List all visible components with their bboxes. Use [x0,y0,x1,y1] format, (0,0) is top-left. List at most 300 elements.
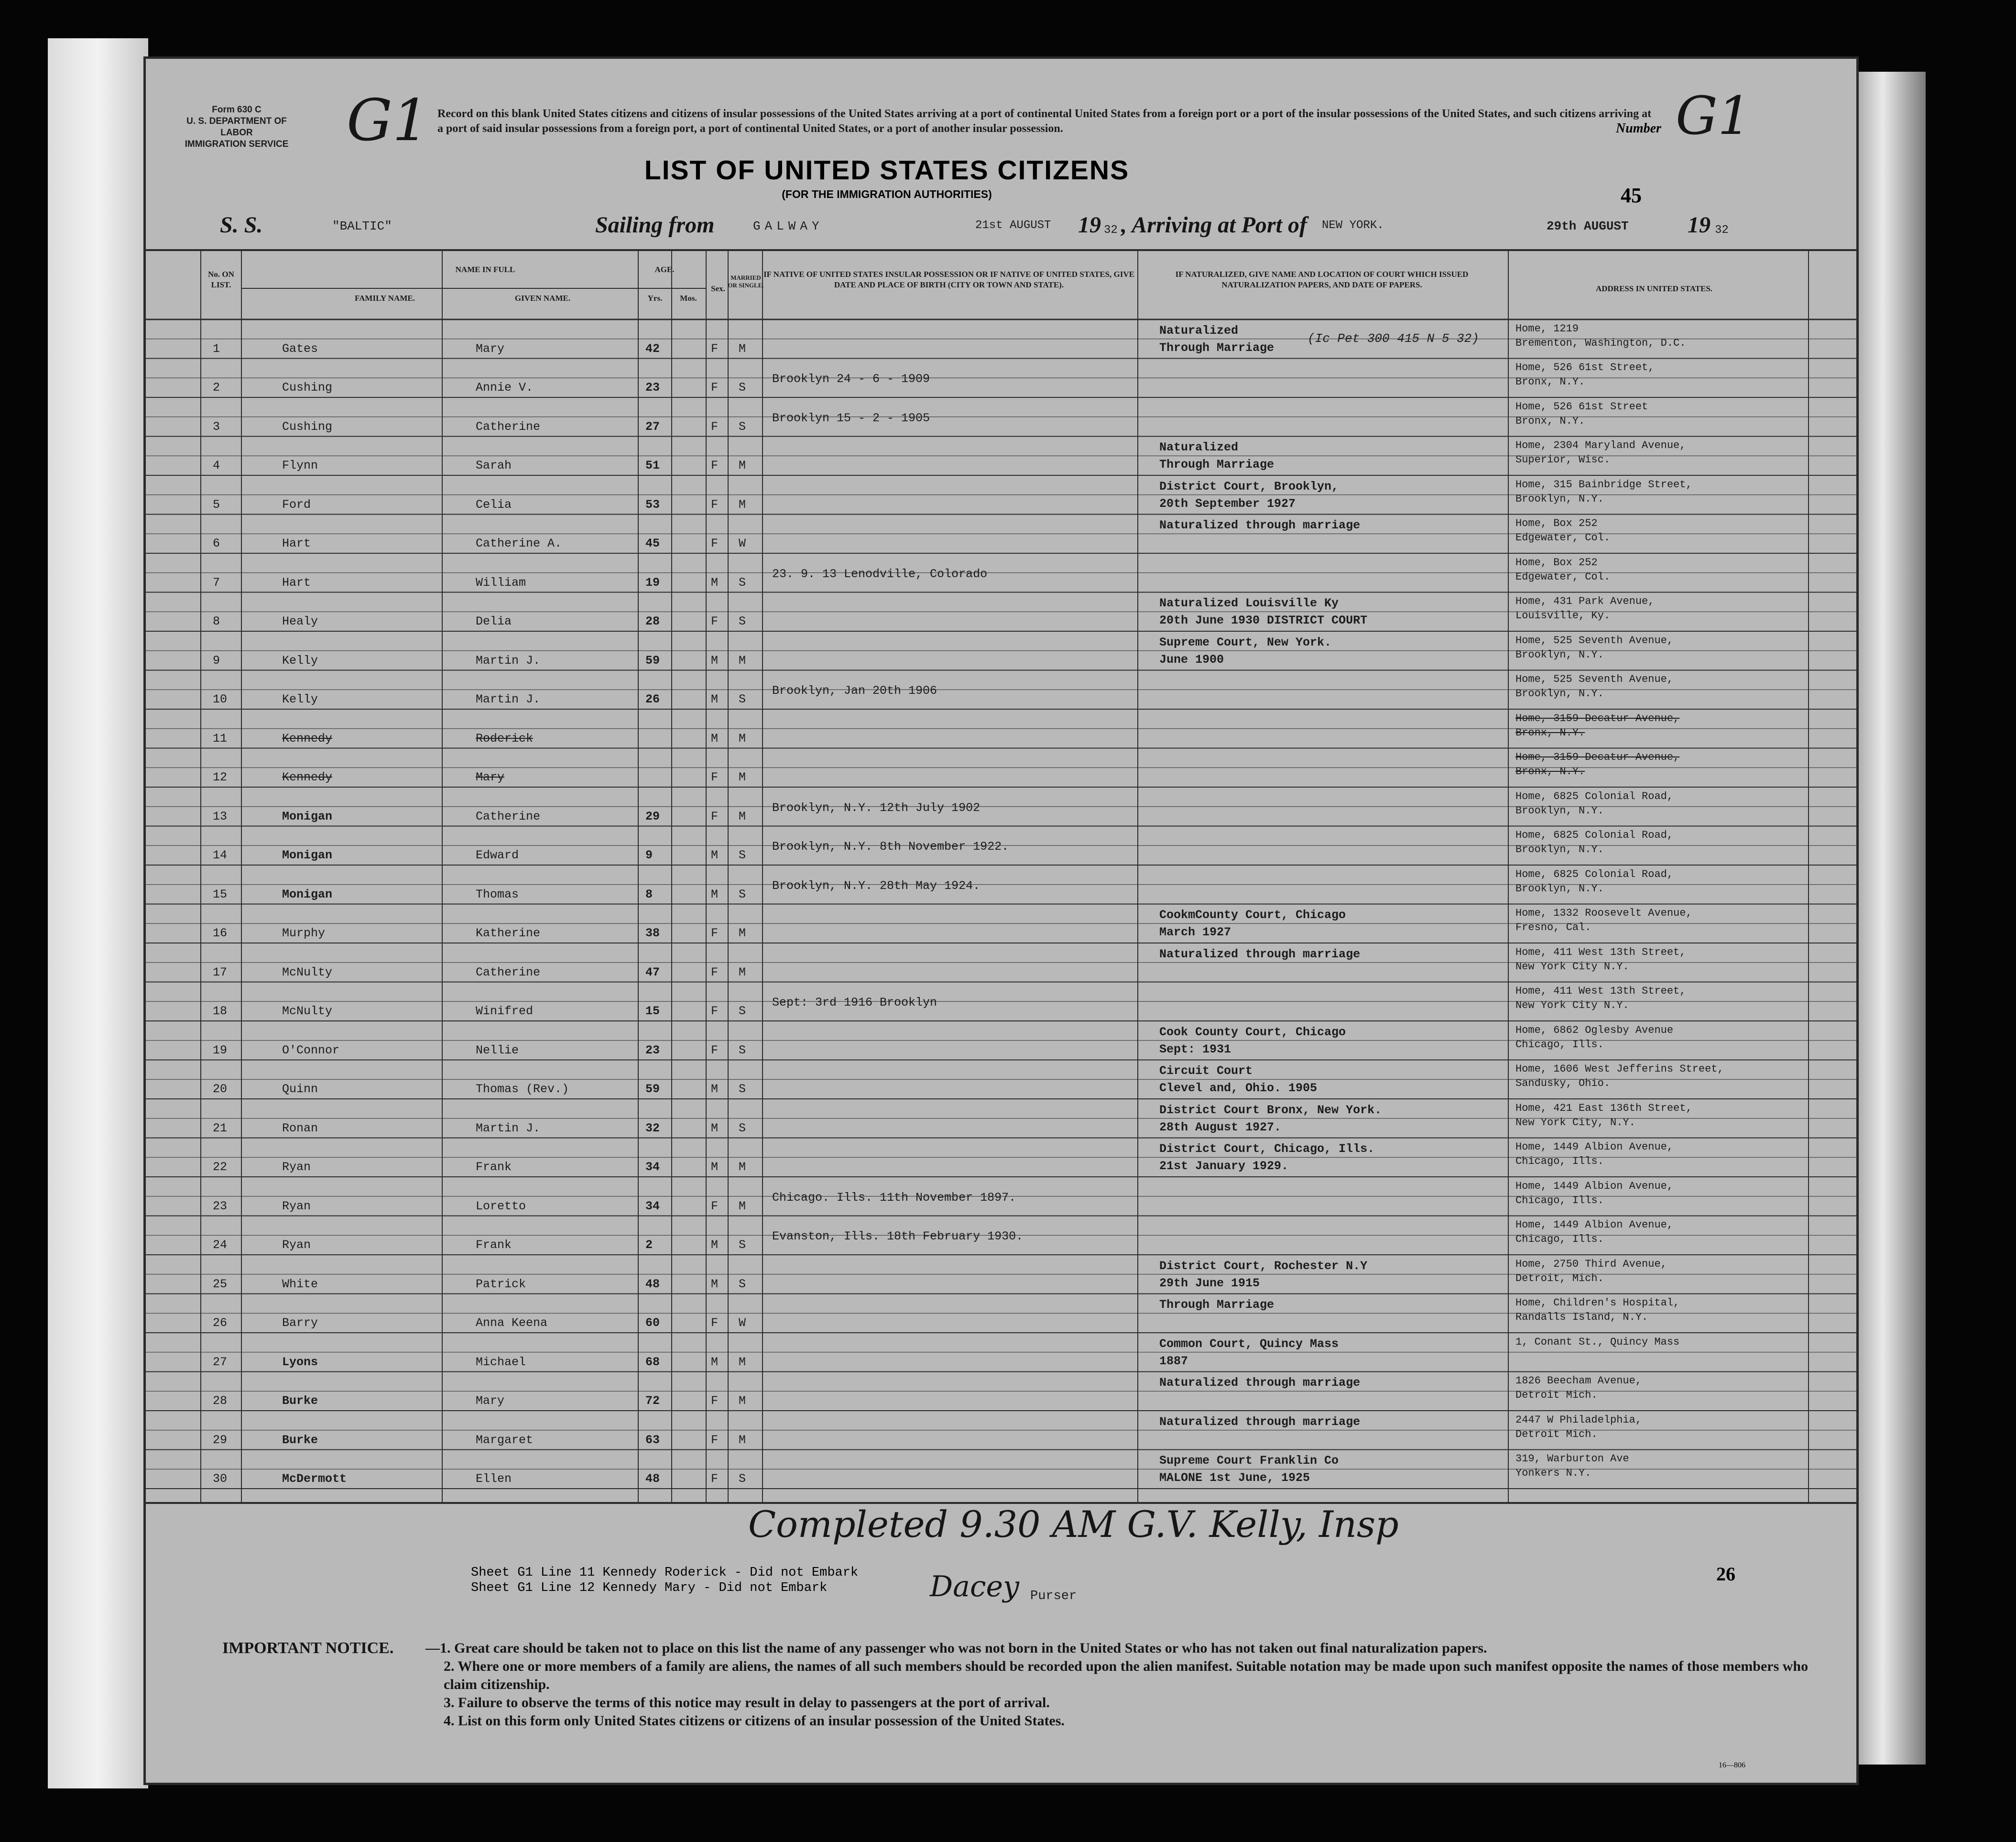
age-years: 34 [645,1160,660,1174]
age-years: 28 [645,614,660,629]
naturalization-line: 1887 [1159,1354,1188,1368]
age-years: 51 [645,459,660,473]
age-years: 38 [645,926,660,941]
manifest-sheet [143,56,1859,1785]
marital-status: M [739,1160,746,1174]
list-subtitle: (FOR THE IMMIGRATION AUTHORITIES) [782,188,992,200]
address-line: Home, 525 Seventh Avenue, [1515,634,1674,647]
family-name: Monigan [282,809,333,823]
given-name: Patrick [476,1277,526,1291]
col-header-mos: Mos. [680,294,697,303]
age-years: 29 [645,809,660,823]
sex: F [711,965,719,979]
address-line: 319, Warburton Ave [1515,1453,1629,1465]
naturalization-line: Cook County Court, Chicago [1159,1025,1346,1039]
naturalization-line: Common Court, Quincy Mass [1159,1337,1339,1351]
family-name: Monigan [282,887,333,901]
marital-status: S [739,614,746,629]
given-name: Winifred [476,1004,534,1019]
sex: F [711,1472,719,1486]
row-number: 11 [213,731,228,746]
row-number: 19 [213,1043,228,1057]
naturalization-line: Naturalized through marriage [1159,1414,1361,1429]
sex: M [711,731,719,746]
marital-status: M [739,497,746,512]
list-title: LIST OF UNITED STATES CITIZENS [644,155,1130,186]
given-name: Michael [476,1355,526,1369]
from-port: GALWAY [753,219,824,233]
family-name: Kelly [282,653,318,668]
age-years: 63 [645,1433,660,1447]
address-line: Home, 411 West 13th Street, [1515,985,1686,998]
row-number: 8 [213,614,220,629]
sheet-number: 45 [1621,184,1642,207]
col-header-name: NAME IN FULL [455,265,515,274]
given-name: Martin J. [476,1121,541,1135]
family-name: White [282,1277,318,1291]
address-line: Home, 526 61st Street, [1515,362,1655,374]
age-years: 9 [645,848,653,863]
row-number: 7 [213,575,220,590]
given-name: Roderick [476,731,534,746]
marital-status: S [739,1472,746,1486]
age-years: 72 [645,1394,660,1408]
row-number: 10 [213,692,228,707]
naturalization-line: 20th June 1930 DISTRICT COURT [1159,614,1368,628]
naturalization-line: Through Marriage [1159,340,1275,355]
address-line: Bronx, N.Y. [1515,376,1585,388]
row-number: 18 [213,1004,228,1019]
address-line: Home, 6862 Oglesby Avenue [1515,1024,1674,1036]
naturalization-line: 29th June 1915 [1159,1276,1260,1290]
marital-status: M [739,653,746,668]
row-number: 21 [213,1121,228,1135]
family-name: Healy [282,614,318,629]
birth-info: 23. 9. 13 Lenodville, Colorado [772,567,988,581]
marital-status: S [739,1277,746,1291]
row-number: 25 [213,1277,228,1291]
marital-status: M [739,809,746,823]
given-name: Ellen [476,1472,512,1486]
sex: M [711,1277,719,1291]
birth-info: Brooklyn, N.Y. 28th May 1924. [772,878,981,893]
given-name: Catherine [476,809,541,823]
col-header-sex: Sex. [711,284,725,293]
arrival-year-prefix: 19 [1688,212,1711,238]
marital-status: M [739,965,746,979]
naturalization-line: 21st January 1929. [1159,1159,1289,1173]
row-number: 28 [213,1394,228,1408]
given-name: Edward [476,848,519,863]
address-line: 2447 W Philadelphia, [1515,1414,1642,1426]
arrival-date: 29th AUGUST [1547,219,1629,233]
age-years: 2 [645,1238,653,1252]
given-name: Frank [476,1238,512,1252]
family-name: Ronan [282,1121,318,1135]
given-name: William [476,575,526,590]
naturalization-line: Naturalized [1159,323,1239,338]
sex: F [711,1043,719,1057]
naturalization-line: Circuit Court [1159,1064,1253,1078]
family-name: McDermott [282,1472,347,1486]
address-line: Home, Box 252 [1515,517,1598,530]
family-name: Hart [282,575,311,590]
address-line: Edgewater, Col. [1515,570,1611,583]
col-header-no: No. ON LIST. [208,270,234,289]
age-years: 53 [645,497,660,512]
address-line: Chicago, Ills. [1515,1194,1604,1206]
row-number: 2 [213,381,220,395]
sex: M [711,848,719,863]
naturalization-line: CookmCounty Court, Chicago [1159,908,1346,922]
birth-info: Sept: 3rd 1916 Brooklyn [772,996,937,1010]
arrival-year: 32 [1715,224,1729,237]
important-notice [222,1639,1824,1730]
given-name: Delia [476,614,512,629]
birth-info: Evanston, Ills. 18th February 1930. [772,1229,1024,1244]
notice-label: IMPORTANT NOTICE. [222,1639,394,1657]
address-line: Home, 526 61st Street [1515,400,1648,413]
address-line: Yonkers N.Y. [1515,1467,1591,1480]
sex: M [711,1160,719,1174]
notice-item: 2. Where one or more members of a family are aliens, the names of all such members should be recorded upon the alien manifest. Suitable notation may be made upon such manifest opposite the names of those members who claim citizenship. [444,1658,1809,1692]
completion-stamp: Completed 9.30 AM G.V. Kelly, Insp [748,1503,1399,1546]
naturalization-line: District Court, Rochester N.Y [1159,1259,1368,1273]
address-line: Sandusky, Ohio. [1515,1077,1611,1090]
row-number: 20 [213,1082,228,1096]
given-name: Celia [476,497,512,512]
marital-status: S [739,1082,746,1096]
address-line: Chicago, Ills. [1515,1233,1604,1246]
given-name: Margaret [476,1433,534,1447]
arriving-label: , Arriving at Port of [1121,212,1307,238]
family-name: Ryan [282,1238,311,1252]
marital-status: S [739,887,746,901]
address-line: Chicago, Ills. [1515,1038,1604,1051]
address-line: Home, Children's Hospital, [1515,1297,1680,1309]
family-name: Ford [282,497,311,512]
sex: M [711,1355,719,1369]
marital-status: M [739,731,746,746]
footnotes [471,1565,858,1596]
row-number: 26 [213,1316,228,1330]
marital-status: S [739,1238,746,1252]
address-line: Superior, Wisc. [1515,454,1611,466]
naturalization-line: 20th September 1927 [1159,496,1296,511]
marital-status: M [739,1355,746,1369]
address-line: Home, 1606 West Jefferins Street, [1515,1063,1724,1075]
given-name: Martin J. [476,692,541,707]
address-line: Randalls Island, N.Y. [1515,1311,1648,1324]
age-years: 27 [645,419,660,434]
sex: F [711,1004,719,1019]
age-years: 23 [645,381,660,395]
given-name: Annie V. [476,381,534,395]
marital-status: M [739,1433,746,1447]
address-line: Home, 1332 Roosevelt Avenue, [1515,907,1692,920]
given-name: Catherine A. [476,537,562,551]
sex: F [711,459,719,473]
address-line: Bronx, N.Y. [1515,415,1585,427]
birth-info: Chicago. Ills. 11th November 1897. [772,1190,1016,1205]
marital-status: S [739,1043,746,1057]
given-name: Catherine [476,419,541,434]
col-header-yrs: Yrs. [647,294,663,303]
family-name: Murphy [282,926,326,941]
age-years: 47 [645,965,660,979]
age-years: 48 [645,1472,660,1486]
marital-status: M [739,926,746,941]
family-name: Lyons [282,1355,318,1369]
family-name: Kennedy [282,770,333,785]
sex: F [711,614,719,629]
arrival-port: NEW YORK. [1322,219,1384,232]
age-years: 23 [645,1043,660,1057]
birth-info: Brooklyn 15 - 2 - 1905 [772,411,930,425]
family-name: Kennedy [282,731,333,746]
sex: M [711,692,719,707]
address-line: Home, 2304 Maryland Avenue, [1515,439,1686,452]
address-line: Louisville, Ky. [1515,610,1611,622]
given-name: Katherine [476,926,541,941]
col-header-family: FAMILY NAME. [355,294,415,303]
family-name: Burke [282,1433,318,1447]
address-line: Home, 6825 Colonial Road, [1515,790,1674,802]
address-line: Home, 3159 Decatur Avenue, [1515,751,1680,764]
row-number: 9 [213,653,220,668]
birth-info: Brooklyn, N.Y. 12th July 1902 [772,800,981,815]
address-line: Home, 6825 Colonial Road, [1515,868,1674,880]
given-name: Mary [476,1394,505,1408]
col-header-age: AGE. [654,265,675,274]
naturalization-line: 28th August 1927. [1159,1120,1282,1134]
given-name: Anna Keena [476,1316,548,1330]
service-name: IMMIGRATION SERVICE [185,139,289,149]
sailing-label: Sailing from [595,212,715,238]
notice-item: 4. List on this form only United States citizens or citizens of an insular possession of the United States. [444,1713,1065,1729]
row-number: 4 [213,459,220,473]
address-line: Home, 1449 Albion Avenue, [1515,1180,1674,1192]
address-line: Brooklyn, N.Y. [1515,648,1604,661]
family-name: Burke [282,1394,318,1408]
marital-status: S [739,1121,746,1135]
given-name: Nellie [476,1043,519,1057]
purser-label: Purser [1030,1589,1077,1603]
family-name: Ryan [282,1199,311,1213]
sex: M [711,1082,719,1096]
sex: F [711,809,719,823]
sheet-tag-right: G1 [1676,85,1751,146]
footnote-line: Sheet G1 Line 12 Kennedy Mary - Did not Embark [471,1581,828,1595]
sex: F [711,1316,719,1330]
address-line: Home, Box 252 [1515,556,1598,569]
family-name: Monigan [282,848,333,863]
address-line: Chicago, Ills. [1515,1155,1604,1168]
notice-item: 3. Failure to observe the terms of this notice may result in delay to passengers at the port of arrival. [444,1695,1050,1710]
binding-strip [48,38,148,1788]
marital-status: S [739,575,746,590]
family-name: Barry [282,1316,318,1330]
address-line: Home, 431 Park Avenue, [1515,595,1655,608]
address-line: Brooklyn, N.Y. [1515,882,1604,895]
birth-info: Brooklyn 24 - 6 - 1909 [772,372,930,386]
address-line: New York City, N.Y. [1515,1116,1635,1129]
address-line: Home, 411 West 13th Street, [1515,946,1686,958]
marital-status: M [739,770,746,785]
address-line: Brooklyn, N.Y. [1515,844,1604,856]
sex: F [711,497,719,512]
age-years: 32 [645,1121,660,1135]
marital-status: S [739,1004,746,1019]
marital-status: M [739,459,746,473]
naturalization-line: March 1927 [1159,925,1231,940]
marital-status: S [739,419,746,434]
address-line: Detroit, Mich. [1515,1272,1604,1284]
given-name: Sarah [476,459,512,473]
given-name: Frank [476,1160,512,1174]
row-number: 27 [213,1355,228,1369]
col-header-married: MARRIED OR SINGLE. [728,274,764,289]
row-number: 22 [213,1160,228,1174]
family-name: Quinn [282,1082,318,1096]
sex: M [711,887,719,901]
age-years: 48 [645,1277,660,1291]
row-number: 29 [213,1433,228,1447]
col-header-address: ADDRESS IN UNITED STATES. [1595,284,1713,293]
page-curl-edge [1854,72,1926,1765]
number-label: Number [1616,121,1661,136]
age-years: 26 [645,692,660,707]
age-years: 34 [645,1199,660,1213]
address-line: Bronx, N.Y. [1515,726,1585,739]
col-header-naturalized: IF NATURALIZED, GIVE NAME AND LOCATION OF COURT WHICH ISSUED NATURALIZATION PAPERS, AND DATE OF PAPERS. [1175,270,1469,289]
naturalization-line: June 1900 [1159,652,1224,667]
sail-date: 21st AUGUST [975,219,1051,232]
row-number: 30 [213,1472,228,1486]
sex: M [711,653,719,668]
family-name: Kelly [282,692,318,707]
age-years: 59 [645,653,660,668]
row-number: 5 [213,497,220,512]
row-number: 13 [213,809,228,823]
row-number: 3 [213,419,220,434]
naturalization-line: District Court, Brooklyn, [1159,479,1339,493]
age-years: 8 [645,887,653,901]
family-name: Cushing [282,419,333,434]
birth-info: Brooklyn, N.Y. 8th November 1922. [772,840,1009,854]
sex: M [711,1121,719,1135]
marital-status: M [739,1199,746,1213]
address-line: Home, 315 Bainbridge Street, [1515,478,1692,491]
naturalization-line: Naturalized Louisville Ky [1159,596,1339,611]
address-line: Home, 1219 [1515,322,1579,335]
page-number: 26 [1716,1563,1735,1585]
naturalization-line: Through Marriage [1159,458,1275,472]
address-line: New York City N.Y. [1515,960,1629,973]
sex: F [711,341,719,356]
sex: F [711,1394,719,1408]
naturalization-line: District Court Bronx, New York. [1159,1103,1382,1117]
age-years: 15 [645,1004,660,1019]
address-line: Home, 421 East 136th Street, [1515,1102,1692,1114]
row-number: 1 [213,341,220,356]
address-line: Home, 2750 Third Avenue, [1515,1258,1667,1270]
marital-status: W [739,537,746,551]
sail-year: 32 [1104,224,1118,237]
given-name: Loretto [476,1199,526,1213]
family-name: O'Connor [282,1043,340,1057]
address-line: Home, 1449 Albion Avenue, [1515,1219,1674,1231]
address-line: Home, 3159 Decatur Avenue, [1515,712,1680,724]
sex: M [711,575,719,590]
sex: F [711,419,719,434]
ss-label: S. S. [220,212,263,238]
sex: F [711,1433,719,1447]
address-line: Brooklyn, N.Y. [1515,804,1604,817]
department-name: U. S. DEPARTMENT OF LABOR [186,116,287,138]
family-name: Flynn [282,459,318,473]
address-line: Detroit Mich. [1515,1389,1598,1402]
naturalization-line: District Court, Chicago, Ills. [1159,1142,1375,1156]
row-number: 17 [213,965,228,979]
address-line: 1826 Beecham Avenue, [1515,1375,1642,1387]
marital-status: S [739,692,746,707]
sheet-tag-left: G1 [347,88,429,154]
age-years: 60 [645,1316,660,1330]
given-name: Mary [476,341,505,356]
sex: F [711,926,719,941]
row-number: 24 [213,1238,228,1252]
given-name: Thomas [476,887,519,901]
age-years: 68 [645,1355,660,1369]
family-name: Hart [282,537,311,551]
address-line: Edgewater, Col. [1515,532,1611,544]
naturalization-line: Through Marriage [1159,1298,1275,1312]
marital-status: W [739,1316,746,1330]
naturalization-line: Naturalized through marriage [1159,518,1361,533]
address-line: Brementon, Washington, D.C. [1515,337,1686,349]
naturalization-line: Naturalized [1159,440,1239,455]
given-name: Mary [476,770,505,785]
address-line: Fresno, Cal. [1515,921,1591,934]
age-years: 59 [645,1082,660,1096]
sail-year-prefix: 19 [1078,212,1101,238]
marital-status: S [739,381,746,395]
address-line: 1, Conant St., Quincy Mass [1515,1336,1680,1348]
naturalization-line: Naturalized through marriage [1159,1376,1361,1390]
row-number: 16 [213,926,228,941]
form-code: 16—806 [1719,1761,1745,1769]
sex: F [711,1199,719,1213]
sex: F [711,537,719,551]
given-name: Martin J. [476,653,541,668]
row-number: 14 [213,848,228,863]
family-name: McNulty [282,965,333,979]
sex: F [711,381,719,395]
address-line: Home, 525 Seventh Avenue, [1515,673,1674,686]
notice-item: —1. Great care should be taken not to place on this list the name of any passenger who was not born in the United States or who has not taken out final naturalization papers. [425,1640,1487,1656]
naturalization-line: MALONE 1st June, 1925 [1159,1471,1310,1485]
naturalization-line: Sept: 1931 [1159,1042,1231,1056]
address-line: Brooklyn, N.Y. [1515,688,1604,700]
col-header-given: GIVEN NAME. [514,294,571,303]
marital-status: M [739,341,746,356]
row-number: 23 [213,1199,228,1213]
sex: F [711,770,719,785]
address-line: Home, 6825 Colonial Road, [1515,829,1674,842]
age-years: 42 [645,341,660,356]
row-number: 6 [213,537,220,551]
